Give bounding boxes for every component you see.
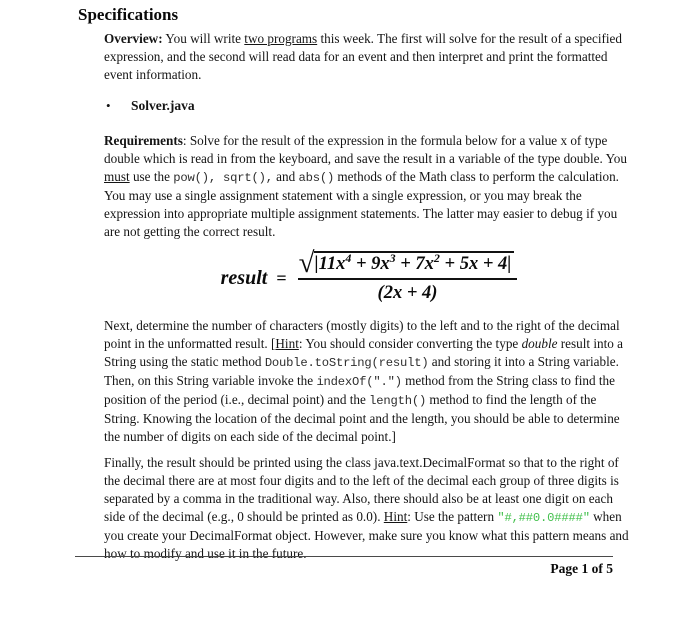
requirements-text-1: : Solve for the result of the expression in the formula below for a value x of type double which is read in from the keyboard, and save the result in a variable of the type double. You: [104, 133, 627, 166]
finally-text-1: Finally, the result should be printed using the class java.text.DecimalFormat so that to the right of the decimal there are at most four digits and to the left of the decimal each group of three digits is separated by a comma in the traditional way. Also, there should also be at least one digit on each side of the decimal (e.g., 0 should be printed as 0.0).: [104, 455, 619, 524]
radicand-exponent-2: 3: [389, 250, 396, 265]
next-paragraph: [104, 317, 634, 446]
overview-underlined-phrase: two programs: [244, 31, 318, 46]
formula-lhs: result: [220, 267, 268, 289]
radicand-exponent-1: 4: [345, 250, 352, 265]
square-root-icon: √: [298, 247, 315, 279]
requirements-text-2: use the: [129, 169, 174, 184]
next-hint-label: Hint: [275, 336, 299, 351]
code-double-tostring: Double.toString(result): [264, 356, 429, 370]
finally-text-3: when you create your DecimalFormat object. However, make sure you know what this pattern means and how to modify and use it in the future.: [104, 509, 629, 561]
math-formula: [104, 249, 634, 307]
overview-text-1: You will write: [162, 31, 245, 46]
finally-paragraph: [104, 454, 634, 563]
radicand-term-1: |11x: [314, 254, 346, 274]
next-text-1: Next, determine the number of characters (mostly digits) to the left and to the right of the decimal point in the unformatted result. [: [104, 318, 620, 351]
next-text-5: method from the String class to find the position of the period (i.e., decimal point) and the: [104, 373, 615, 407]
next-text-3: result into a String using the static method: [104, 336, 624, 369]
bullet-icon: •: [106, 98, 111, 113]
code-indexof: indexOf("."): [316, 375, 402, 389]
finally-hint-label: Hint: [383, 509, 408, 524]
page-number: Page 1 of 5: [550, 561, 613, 576]
formula-radicand: [314, 251, 515, 275]
next-text-2: : You should consider converting the type: [298, 336, 522, 351]
requirements-label: Requirements: [104, 133, 183, 148]
page-title: Specifications: [78, 5, 179, 24]
formula-fraction: [298, 247, 518, 305]
next-text-4: and storing it into a String variable. Then, on this String variable invoke the: [104, 354, 619, 388]
code-abs: abs(): [298, 171, 335, 185]
formula-numerator: [298, 247, 518, 280]
next-text-6: method to find the length of the String. Knowing the location of the decimal point and the length, you should be able to determine the number of digits on each side of the decimal point.]: [104, 392, 620, 444]
next-italic-double: double: [521, 336, 558, 351]
radicand-term-2: + 9x: [351, 254, 390, 274]
formula-denominator: (2x + 4): [377, 283, 438, 303]
radicand-term-4: + 5x + 4|: [439, 254, 512, 274]
formula-equals-sign: =: [276, 268, 287, 288]
code-length: length(): [369, 394, 427, 408]
radicand-term-3: + 7x: [395, 254, 434, 274]
document-body: [104, 30, 634, 563]
bullet-item-solver-java: [104, 97, 634, 115]
overview-paragraph: [104, 30, 634, 84]
requirements-text-3: and: [272, 169, 299, 184]
overview-label: Overview:: [104, 31, 163, 46]
code-decimalformat-pattern: "#,##0.0####": [497, 511, 590, 525]
bullet-title: Solver.java: [131, 98, 195, 113]
code-pow-sqrt: pow(), sqrt(),: [173, 171, 273, 185]
radicand-exponent-3: 2: [433, 250, 440, 265]
requirements-underlined-word: must: [104, 169, 130, 184]
requirements-text-4: methods of the Math class to perform the calculation. You may use a single assignment statement with a single expression, or you may break the expression into appropriate multiple assignment statements. The latter may easier to debug if you are not getting the correct result.: [104, 169, 619, 239]
finally-text-2: : Use the pattern: [407, 509, 498, 524]
footer-divider: [75, 556, 613, 557]
requirements-paragraph: [104, 132, 634, 241]
overview-text-2: this week. The first will solve for the result of a specified expression, and the second will read data for an event and then interpret and print the formatted event information.: [104, 31, 623, 82]
